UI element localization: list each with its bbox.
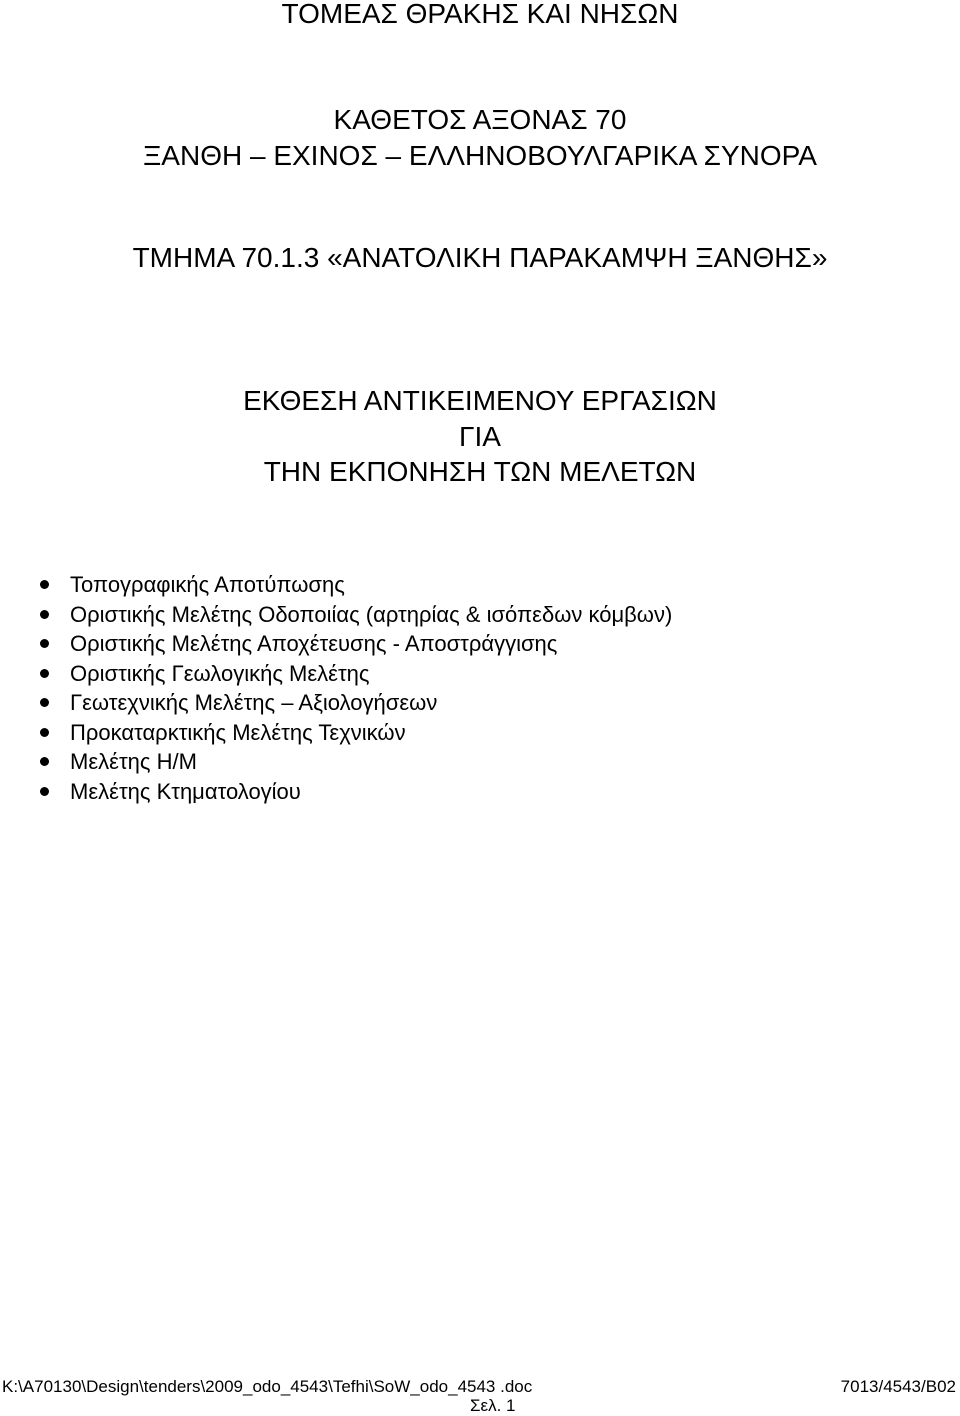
list-item xyxy=(0,718,672,748)
list-item xyxy=(0,777,672,807)
list-item-text: Οριστικής Γεωλογικής Μελέτης xyxy=(70,660,370,686)
list-item xyxy=(0,747,672,777)
axis-title: ΚΑΘΕΤΟΣ ΑΞΟΝΑΣ 70 xyxy=(333,104,627,135)
list-item xyxy=(0,659,672,689)
list-item-text: Προκαταρκτικής Μελέτης Τεχνικών xyxy=(70,719,406,745)
bullet-icon xyxy=(40,610,49,619)
list-item xyxy=(0,688,672,718)
bullet-icon xyxy=(40,669,49,678)
footer-file-path: K:\A70130\Design\tenders\2009_odo_4543\Tefhi\SoW_odo_4543 .doc xyxy=(2,1377,533,1396)
footer-page-number: Σελ. 1 xyxy=(470,1396,516,1415)
list-item-text: Τοπογραφικής Αποτύπωσης xyxy=(70,572,345,597)
report-title-line-1: ΕΚΘΕΣΗ ΑΝΤΙΚΕΙΜΕΝΟΥ ΕΡΓΑΣΙΩΝ xyxy=(243,385,717,416)
report-title-line-2: ΓΙΑ xyxy=(459,421,501,452)
list-item-text: Οριστικής Μελέτης Οδοποιίας (αρτηρίας & ισόπεδων κόμβων) xyxy=(70,601,673,627)
list-item-text: Μελέτης Η/Μ xyxy=(70,749,197,774)
bullet-icon xyxy=(40,698,49,707)
route-title: ΞΑΝΘΗ – ΕΧΙΝΟΣ – ΕΛΛΗΝΟΒΟΥΛΓΑΡΙΚΑ ΣΥΝΟΡΑ xyxy=(143,140,817,171)
bullet-icon xyxy=(40,639,49,648)
list-item-text: Μελέτης Κτηματολογίου xyxy=(70,778,301,804)
report-title-line-3: ΤΗΝ ΕΚΠΟΝΗΣΗ ΤΩΝ ΜΕΛΕΤΩΝ xyxy=(263,456,697,487)
list-item-text: Οριστικής Μελέτης Αποχέτευσης - Αποστράγγισης xyxy=(70,631,558,656)
bullet-icon xyxy=(40,728,49,737)
bullet-icon xyxy=(40,757,49,766)
list-item xyxy=(0,629,672,659)
list-item xyxy=(0,570,672,600)
list-item xyxy=(0,600,672,630)
bullet-icon xyxy=(40,787,49,796)
bullet-icon xyxy=(40,580,49,589)
sector-title: ΤΟΜΕΑΣ ΘΡΑΚΗΣ ΚΑΙ ΝΗΣΩΝ xyxy=(281,0,679,29)
footer-doc-code: 7013/4543/B02 xyxy=(840,1377,956,1396)
list-item-text: Γεωτεχνικής Μελέτης – Αξιολογήσεων xyxy=(70,690,438,715)
section-title: ΤΜΗΜΑ 70.1.3 «ΑΝΑΤΟΛΙΚΗ ΠΑΡΑΚΑΜΨΗ ΞΑΝΘΗΣ» xyxy=(132,242,828,273)
studies-list xyxy=(0,570,672,806)
